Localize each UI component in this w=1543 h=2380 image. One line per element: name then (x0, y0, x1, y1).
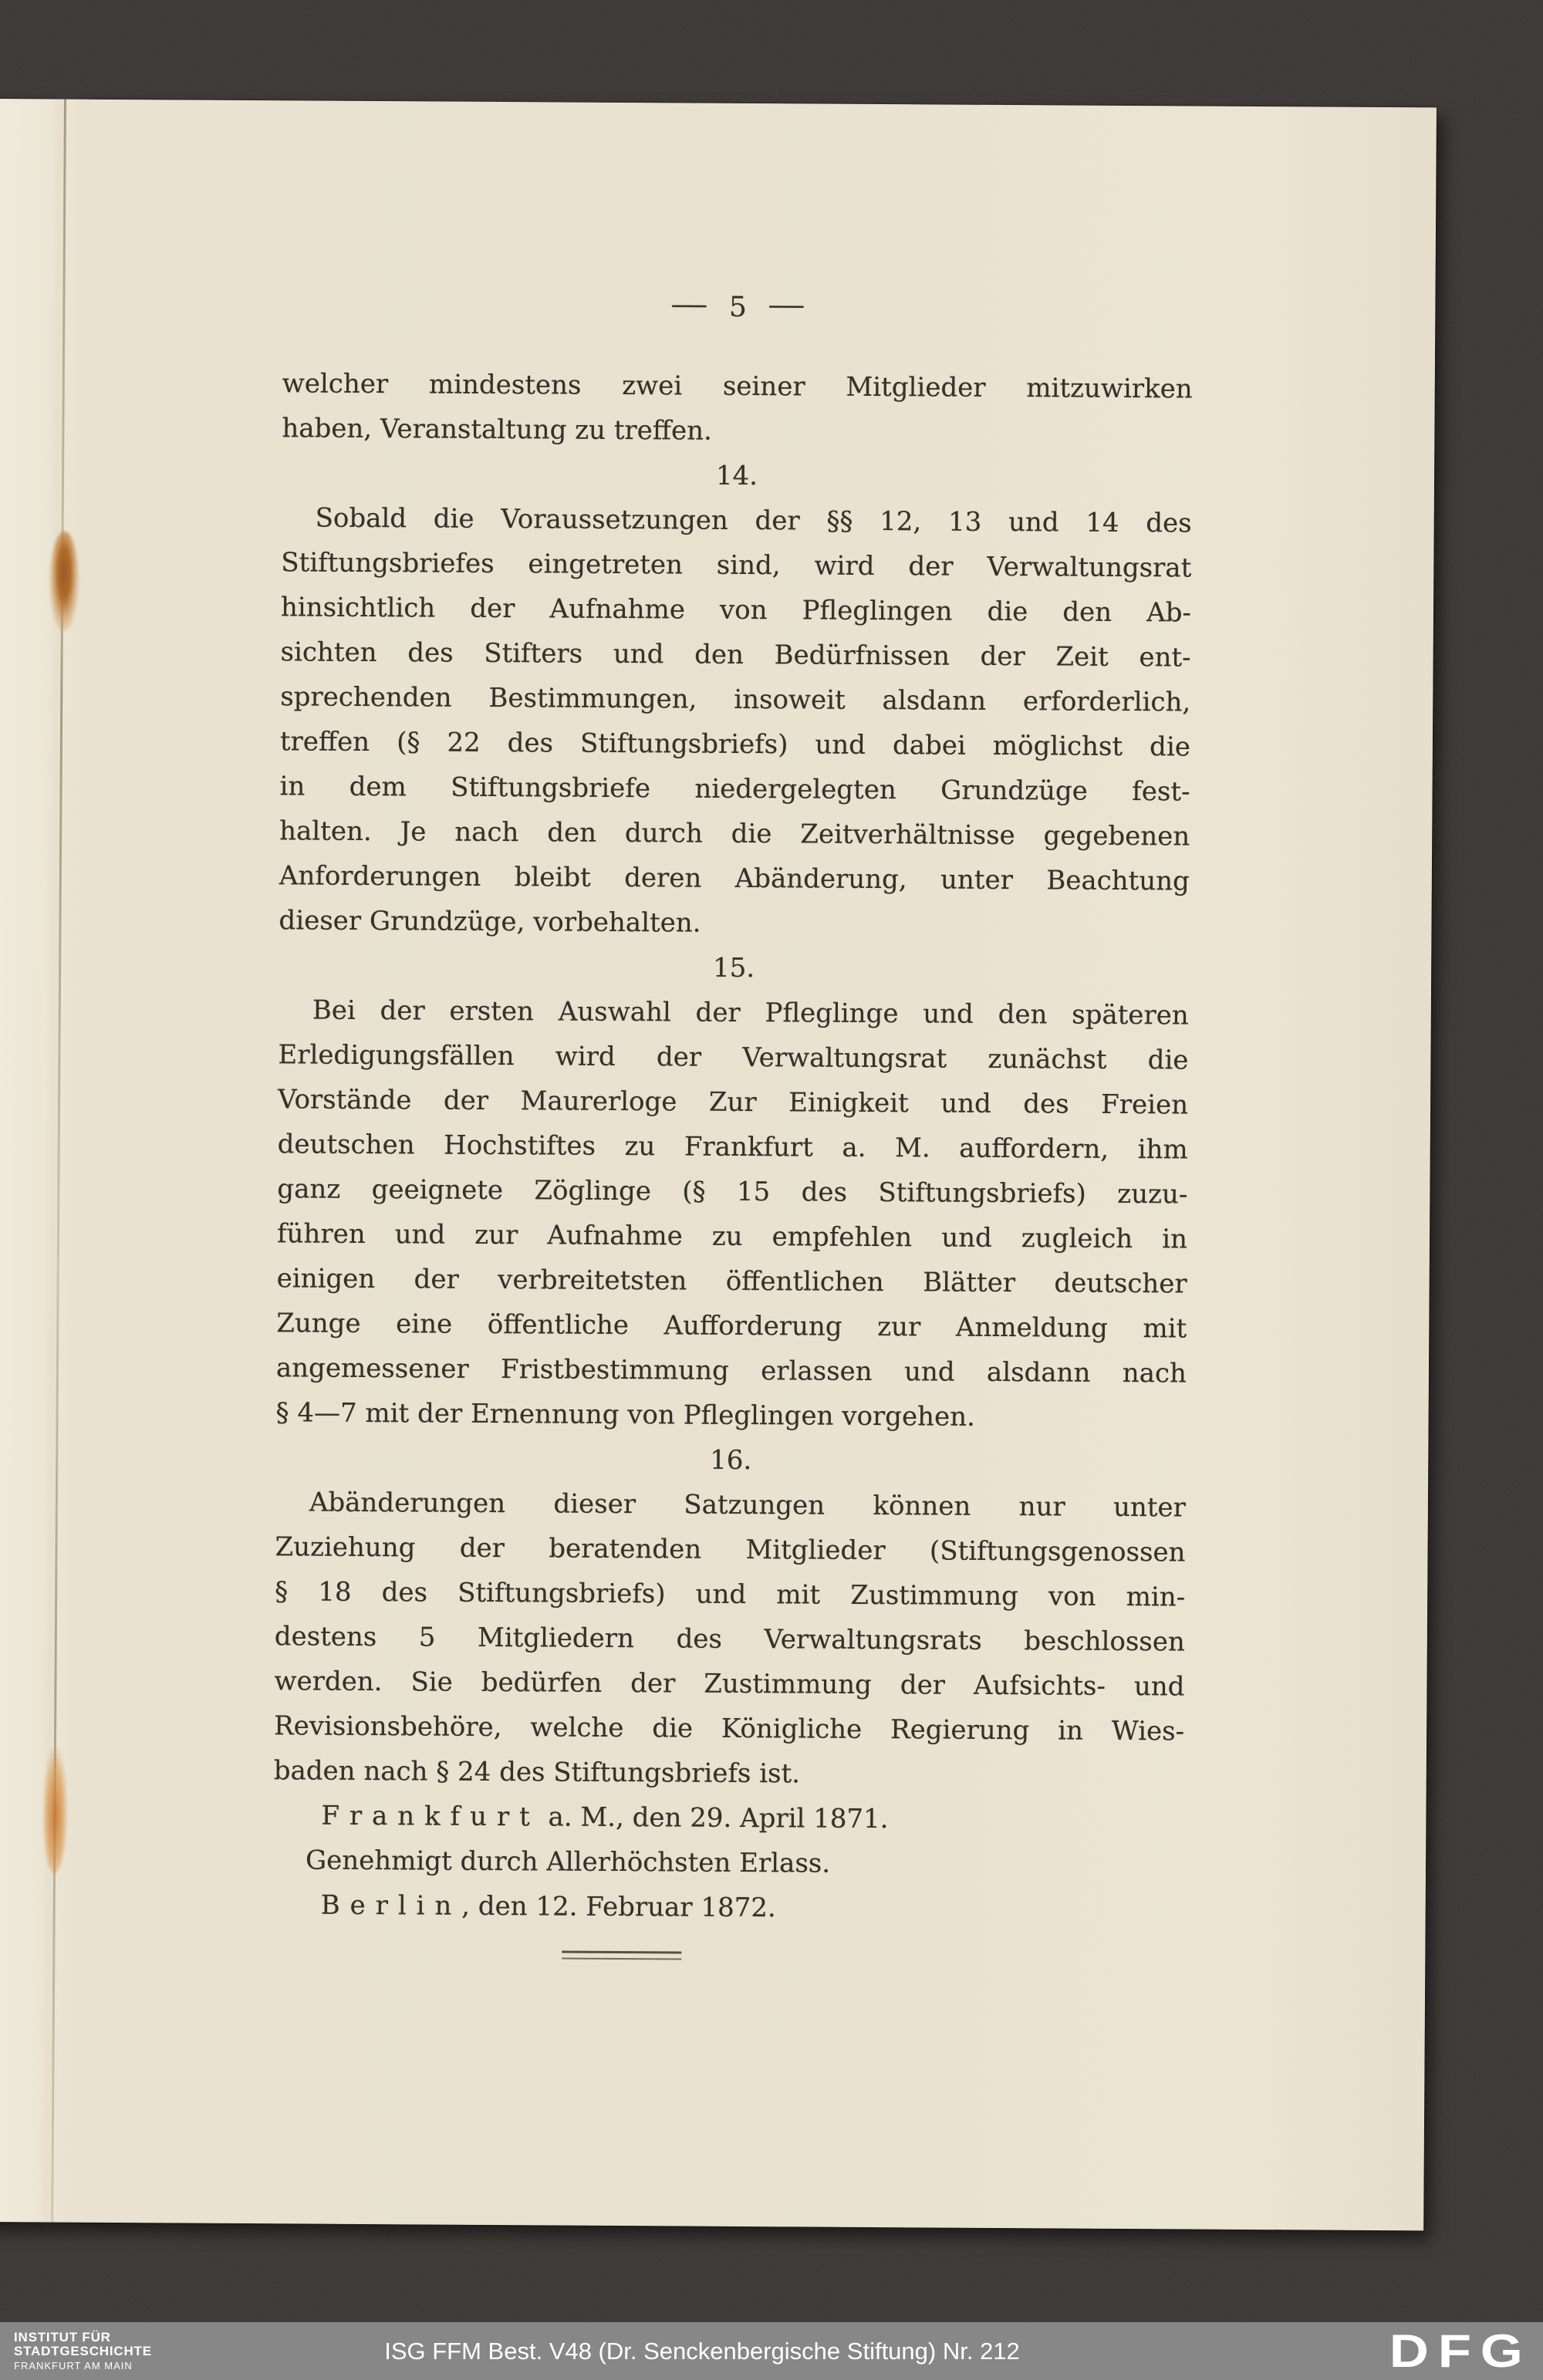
text-line: werden. Sie bedürfen der Zustimmung der Aufsichts- und (274, 1666, 1185, 1703)
rust-stain-top (49, 531, 79, 631)
text-line: sprechenden Bestimmungen, insoweit alsdann erforderlich, (280, 681, 1191, 718)
text-line: sichten des Stifters und den Bedürfnissen der Zeit ent- (280, 636, 1191, 673)
dateline-place: Berlin (320, 1889, 462, 1922)
footer-bar (0, 2322, 1543, 2380)
paragraph-continuation (282, 361, 1193, 456)
dateline-place: Frankfurt (321, 1800, 540, 1833)
closing-rule (562, 1951, 681, 1960)
text-line: Anforderungen bleibt deren Abänderung, unter Beachtung (279, 860, 1190, 897)
institute-name-line2: STADTGESCHICHTE (14, 2344, 152, 2359)
binding-crease (51, 100, 66, 2223)
paragraph-14 (279, 495, 1192, 948)
text-line: führen und zur Aufnahme zu empfehlen und zugleich in (276, 1218, 1188, 1255)
text-line: Zunge eine öffentliche Aufforderung zur Anmeldung mit (276, 1308, 1187, 1345)
section-heading-16: 16. (710, 1444, 752, 1477)
text-line: baden nach § 24 des Stiftungsbriefs ist. (273, 1755, 801, 1790)
text-line: Sobald die Voraussetzungen der §§ 12, 13 und 14 des (315, 502, 1192, 539)
text-line: Stiftungsbriefes eingetreten sind, wird der Verwaltungsrat (281, 547, 1192, 584)
rust-stain-bottom (42, 1746, 68, 1873)
approval-text: Genehmigt durch Allerhöchsten Erlass. (305, 1845, 831, 1879)
text-line: destens 5 Mitgliedern des Verwaltungsrats beschlossen (274, 1621, 1185, 1658)
institute-logo (14, 2331, 152, 2372)
institute-name-line1: INSTITUT FÜR (14, 2329, 111, 2345)
text-line: treffen (§ 22 des Stiftungsbriefs) und dabei möglichst die (279, 726, 1191, 763)
text-line: Vorstände der Maurerloge Zur Einigkeit und des Freien (277, 1084, 1189, 1121)
text-line: § 18 des Stiftungsbriefs) und mit Zustimmung von min- (275, 1576, 1186, 1613)
text-line: in dem Stiftungsbriefe niedergelegten Grundzüge fest- (279, 771, 1190, 808)
dateline-frankfurt (273, 1793, 1183, 1843)
dfg-logo: DFG (1389, 2324, 1532, 2377)
text-line: haben, Veranstaltung zu treffen. (282, 413, 712, 447)
text-line: Erledigungsfällen wird der Verwaltungsrat zunächst die (278, 1039, 1189, 1076)
text-line: § 4—7 mit der Ernennung von Pfleglingen vorgehen. (275, 1397, 975, 1433)
page-content (272, 282, 1193, 1963)
document-page (0, 99, 1437, 2230)
text-line: welcher mindestens zwei seiner Mitglieder mitzuwirken (282, 368, 1193, 405)
text-line: dieser Grundzüge, vorbehalten. (279, 905, 701, 939)
text-line: hinsichtlich der Aufnahme von Pfleglingen die den Ab- (280, 592, 1192, 629)
text-line: angemessener Fristbestimmung erlassen und alsdann nach (275, 1352, 1187, 1389)
dateline-date: a. M., den 29. April 1871. (539, 1801, 889, 1835)
paragraph-16 (274, 1480, 1186, 1798)
text-line: Abänderungen dieser Satzungen können nur unter (309, 1487, 1186, 1524)
header-dash-left: — (670, 289, 708, 321)
section-heading-14: 14. (715, 460, 758, 492)
page-number-header (282, 282, 1193, 333)
page-number: 5 (728, 291, 747, 323)
section-heading-15: 15. (712, 952, 755, 984)
institute-city: FRANKFURT AM MAIN (14, 2360, 133, 2372)
dateline-date: , den 12. Februar 1872. (461, 1890, 776, 1924)
approval-line (273, 1838, 1183, 1888)
text-line: ganz geeignete Zöglinge (§ 15 des Stiftungsbriefs) zuzu- (277, 1173, 1188, 1210)
paragraph-15 (275, 987, 1189, 1440)
header-dash-right: — (768, 289, 806, 322)
text-line: halten. Je nach den durch die Zeitverhältnisse gegebenen (279, 815, 1190, 852)
text-line: Zuziehung der beratenden Mitglieder (Stiftungsgenossen (275, 1531, 1186, 1568)
dateline-berlin (273, 1882, 1183, 1933)
text-line: Revisionsbehöre, welche die Königliche Regierung in Wies- (273, 1710, 1185, 1747)
archive-reference-label: ISG FFM Best. V48 (Dr. Senckenbergische Stiftung) Nr. 212 (384, 2337, 1020, 2365)
text-line: deutschen Hochstiftes zu Frankfurt a. M. auffordern, ihm (277, 1129, 1188, 1166)
text-line: einigen der verbreitetsten öffentlichen Blätter deutscher (276, 1263, 1187, 1300)
text-line: Bei der ersten Auswahl der Pfleglinge und den späteren (312, 994, 1189, 1031)
